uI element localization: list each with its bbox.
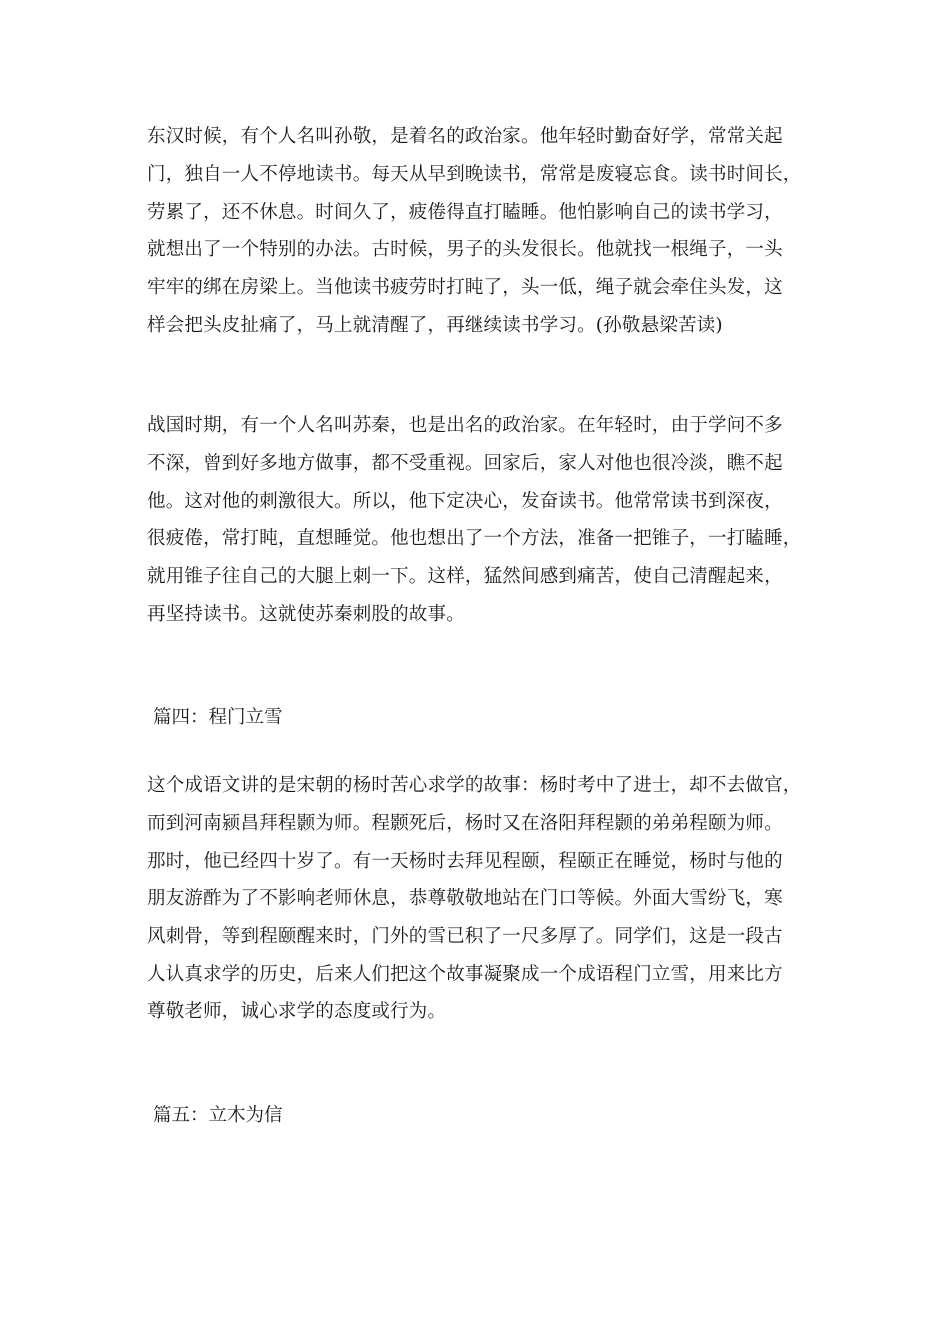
- text-line: 战国时期，有一个人名叫苏秦，也是出名的政治家。在年轻时，由于学问不多: [147, 415, 783, 436]
- text-line: 这个成语文讲的是宋朝的杨时苦心求学的故事：杨时考中了进士，却不去做官，: [147, 775, 802, 796]
- text-line: 他。这对他的刺激很大。所以，他下定决心，发奋读书。他常常读书到深夜，: [147, 491, 783, 512]
- text-line: 尊敬老师，诚心求学的态度或行为。: [147, 1001, 447, 1022]
- text-line: 就用锥子往自己的大腿上刺一下。这样，猛然间感到痛苦，使自己清醒起来，: [147, 566, 783, 587]
- text-line: 再坚持读书。这就使苏秦刺股的故事。: [147, 604, 465, 625]
- text-line: 牢牢的绑在房梁上。当他读书疲劳时打盹了，头一低，绳子就会牵住头发，这: [147, 277, 783, 298]
- section-heading-4: 篇四：程门立雪: [153, 707, 283, 728]
- text-line: 不深，曾到好多地方做事，都不受重视。回家后，家人对他也很冷淡，瞧不起: [147, 453, 783, 474]
- text-line: 劳累了，还不休息。时间久了，疲倦得直打瞌睡。他怕影响自己的读书学习，: [147, 202, 783, 223]
- text-line: 朋友游酢为了不影响老师休息，恭尊敬敬地站在门口等候。外面大雪纷飞，寒: [147, 888, 783, 909]
- text-line: 很疲倦，常打盹，直想睡觉。他也想出了一个方法，准备一把锥子，一打瞌睡，: [147, 528, 802, 549]
- section-heading-5: 篇五：立木为信: [153, 1105, 283, 1126]
- text-line: 门，独自一人不停地读书。每天从早到晚读书，常常是废寝忘食。读书时间长，: [147, 164, 802, 185]
- text-line: 风刺骨，等到程颐醒来时，门外的雪已积了一尺多厚了。同学们，这是一段古: [147, 926, 783, 947]
- text-line: 样会把头皮扯痛了，马上就清醒了，再继续读书学习。(孙敬悬梁苦读): [147, 315, 723, 336]
- text-line: 东汉时候，有个人名叫孙敬，是着名的政治家。他年轻时勤奋好学，常常关起: [147, 126, 783, 147]
- text-line: 人认真求学的历史，后来人们把这个故事凝聚成一个成语程门立雪，用来比方: [147, 964, 783, 985]
- text-line: 那时，他已经四十岁了。有一天杨时去拜见程颐，程颐正在睡觉，杨时与他的: [147, 851, 783, 872]
- text-line: 而到河南颍昌拜程颢为师。程颢死后，杨时又在洛阳拜程颢的弟弟程颐为师。: [147, 813, 783, 834]
- text-line: 就想出了一个特别的办法。古时候，男子的头发很长。他就找一根绳子，一头: [147, 239, 783, 260]
